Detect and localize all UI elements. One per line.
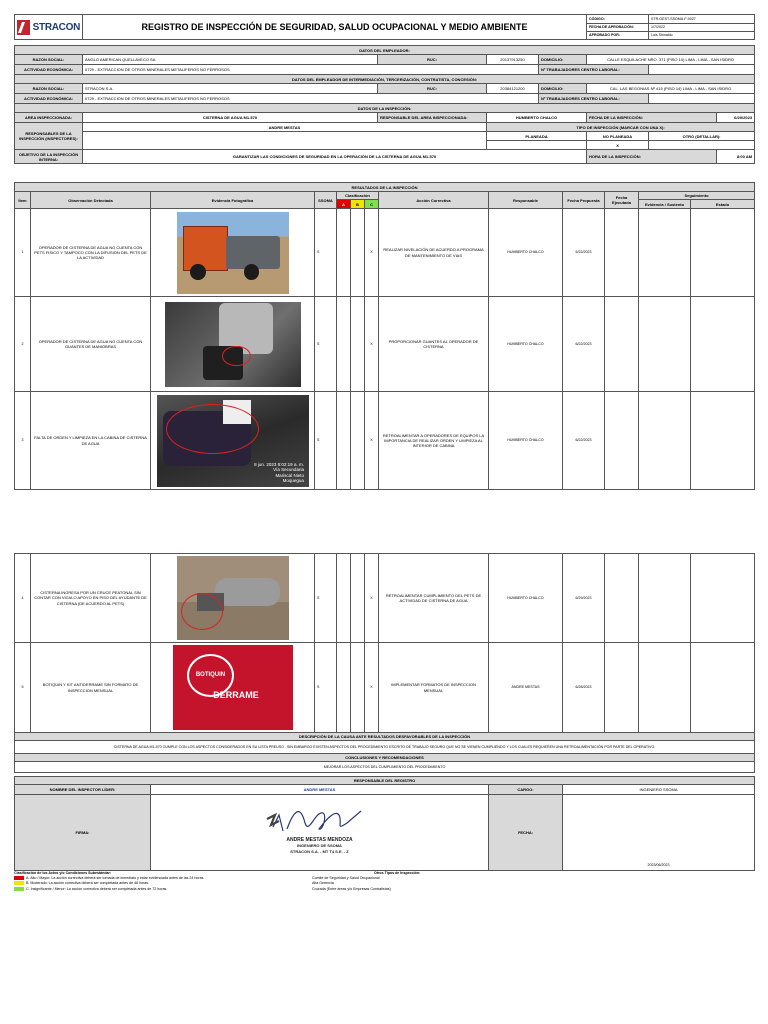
contractor-razon-value: STRACON S.A. <box>83 84 378 94</box>
row-clasificacion-mark: X <box>365 392 379 490</box>
cargo-value: INGENIERO SSOMA <box>563 785 755 795</box>
clasif-a-header: A <box>337 200 351 209</box>
row-fecha-propuesta: 6/22/2023 <box>563 297 605 392</box>
row-evidencia <box>151 209 315 297</box>
domicilio-label: DOMICILIO: <box>539 55 587 65</box>
causa-value: CISTERNA DE AGUA M1-570 CUMPLE CON LOS ASPECTOS CONSIDERADOS EN SU LISTA PREUSO . SIN EMBARGO EXISTEN ASPECTOS DEL PROCEDIMIENTO ESCRITO DE TRABAJO SEGURO QUE NO SE VIENEN CUMPLIENDO Y LOS CUALES REQUIEREN UNA RETROALIMENTACIÓN POR PARTE DEL OPERATIVO. <box>15 741 755 754</box>
row-estado[interactable] <box>691 554 755 643</box>
row-clasificacion-mark: X <box>365 643 379 733</box>
fecha-inspeccion-label: FECHA DE LA INSPECCIÓN: <box>587 113 717 123</box>
row-evidencia-sustento[interactable] <box>639 297 691 392</box>
row-item: 1 <box>15 209 31 297</box>
inspector-lider-label: NOMBRE DEL INSPECTOR LÍDER: <box>15 785 151 795</box>
clasif-c-header: C <box>365 200 379 209</box>
evidence-photo: 8 jun. 2023 8:02:19 a. m. Vía Secundaria Mariscal Nieto Moquegua <box>157 395 309 487</box>
row-observacion: FALTA DE ORDEN Y LIMPIEZA EN LA CABINA DE CISTERNA DE AGUA <box>31 392 151 490</box>
cargo-label: CARGO: <box>489 785 563 795</box>
row-responsable: HUMBERTO CHALCO <box>489 392 563 490</box>
row-clasificacion-mark: X <box>365 209 379 297</box>
col-evidencia-sustento-header: Evidencia / Sustento <box>639 200 691 209</box>
col-clasificacion-header: Clasificación <box>337 192 379 200</box>
trabajadores-value <box>649 65 755 75</box>
aprobado-value: Luis Shinaldo <box>649 32 755 40</box>
signature-scribble-icon <box>265 801 375 841</box>
row-evidencia <box>151 554 315 643</box>
results-section-header: RESULTADOS DE LA INSPECCIÓN <box>15 183 755 192</box>
row-ssoma: S <box>315 209 337 297</box>
row-evidencia-sustento[interactable] <box>639 209 691 297</box>
ruc-value: 20137913250 <box>487 55 539 65</box>
row-fecha-ejecutada[interactable] <box>605 554 639 643</box>
planeada-label: PLANEADA <box>487 132 587 141</box>
contractor-domicilio-value: CAL. LAS BEGONIAS Nº 415 (PISO 14) LIMA - LIMA - SAN ISIDRO <box>587 84 755 94</box>
objetivo-label: OBJETIVO DE LA INSPECCIÓN INTERNA: <box>15 150 83 164</box>
row-estado[interactable] <box>691 643 755 733</box>
row-observacion: OPERADOR DE CISTERNA DE AGUA NO CUENTA CON GUANTES DE MANIOBRAS <box>31 297 151 392</box>
row-evidencia-sustento[interactable] <box>639 643 691 733</box>
area-value: CISTERNA DE AGUA M1-570 <box>83 113 378 123</box>
row-fecha-propuesta: 6/22/2023 <box>563 392 605 490</box>
responsables-value: ANDRE MESTAS <box>83 123 487 132</box>
contractor-trabajadores-label: Nº TRABAJADORES CENTRO LABORAL: <box>539 94 649 104</box>
conclusiones-header: CONCLUSIONES Y RECOMENDACIONES <box>15 754 755 762</box>
row-fecha-propuesta: 6/22/2023 <box>563 209 605 297</box>
resp-area-label: RESPONSABLE DEL AREA INSPECCIONADA: <box>378 113 487 123</box>
row-accion: REALIZAR NIVELACIÓN DE ACUERDO A PROGRAMA DE MANTENIMIENTO DE VIAS <box>379 209 489 297</box>
col-seguimiento-header: Seguimiento <box>639 192 755 200</box>
signature-stamp-role: INGENIERO DE SSOMA <box>297 842 342 848</box>
inspector-lider-value: ANDRE MESTAS <box>151 785 489 795</box>
contractor-section-header: DATOS DEL EMPLEADOR DE INTERMEDIACIÓN, TERCERIZACIÓN, CONTRATISTA, CONCESIÓN: <box>15 75 755 84</box>
legend <box>14 871 304 892</box>
ruc-label: RUC: <box>378 55 487 65</box>
row-fecha-propuesta: 6/28/2023 <box>563 643 605 733</box>
no-planeada-label: NO PLANEADA <box>587 132 649 141</box>
row-ssoma: S <box>315 297 337 392</box>
otros-tipo-item: Alta Gerencia <box>312 881 334 886</box>
col-ssoma-header: SSOMA <box>315 192 337 209</box>
legend-item: A. Alto / Mayor: La acción correctiva deberá ser tomada de inmediato y estar evidenciada antes de las 24 horas. <box>14 876 304 881</box>
planeada-checkbox[interactable] <box>487 141 587 150</box>
row-ssoma: S <box>315 392 337 490</box>
row-item: 2 <box>15 297 31 392</box>
row-fecha-ejecutada[interactable] <box>605 209 639 297</box>
row-fecha-ejecutada[interactable] <box>605 643 639 733</box>
col-fecha-ejecutada-header: Fecha Ejecutada <box>605 192 639 209</box>
contractor-ruc-value: 20384121200 <box>487 84 539 94</box>
legend-swatch <box>14 887 24 891</box>
row-responsable: HUMBERTO CHALCO <box>489 209 563 297</box>
firma-label: FIRMA: <box>15 795 151 871</box>
row-clasificacion-mark: X <box>365 297 379 392</box>
table-row <box>15 209 755 297</box>
row-fecha-propuesta: 6/29/2023 <box>563 554 605 643</box>
tipo-inspeccion-label: TIPO DE INSPECCIÓN (MARCAR CON UNA X): <box>487 123 755 132</box>
fecha-aprobacion-label: FECHA DE APROBACIÓN: <box>587 24 649 32</box>
otros-tipo-item: Cruzada (Entre áreas y/o Empresas Contratistas) <box>312 886 391 891</box>
row-fecha-ejecutada[interactable] <box>605 392 639 490</box>
row-observacion: CISTERNA INGRESA POR UN CRUCE PEATONAL SIN CONTAR CON VIGIA O APOYO EN PISO DEL AYUDANTE DE CISTERNA (DE ACUERDO AL PETS) <box>31 554 151 643</box>
row-evidencia <box>151 392 315 490</box>
codigo-value: STR-GEST-SSOMA-F-0027 <box>649 15 755 24</box>
row-accion: RETROALIMENTAR CUMPLIMIENTO DEL PETS DE ACTIVIDAD DE CISTERNA DE AGUA <box>379 554 489 643</box>
table-row <box>15 392 755 490</box>
row-observacion: OPERADOR DE CISTERNA DE AGUA NO CUENTA CON PETS FISICO Y TAMPOCO CON LA DIFUSION DEL PETS DE LA ACTIVIDAD <box>31 209 151 297</box>
legend-title: Clasificación de los Actos y/o Condiciones Subestándar: <box>14 871 112 875</box>
row-estado[interactable] <box>691 392 755 490</box>
contractor-razon-label: RAZON SOCIAL: <box>15 84 83 94</box>
conclusiones-value: MEJORAR LOS ASPECTOS DEL CUMPLIMIENTO DEL PROCEDIMIENTO <box>15 762 755 773</box>
row-estado[interactable] <box>691 209 755 297</box>
row-evidencia <box>151 297 315 392</box>
row-observacion: BOTIQUIN Y KIT ANTIDERRAME SIN FORMATO DE INSPECCION MENSUAL <box>31 643 151 733</box>
domicilio-value: CALLE ESQUILACHE NRO. 371 (PISO 10) LIMA - LIMA - SAN ISIDRO <box>587 55 755 65</box>
col-fecha-propuesta-header: Fecha Propuesta <box>563 192 605 209</box>
col-evidencia-header: Evidencia Fotográfica <box>151 192 315 209</box>
otros-tipos <box>312 871 512 892</box>
razon-social-label: RAZON SOCIAL: <box>15 55 83 65</box>
trabajadores-label: Nº TRABAJADORES CENTRO LABORAL: <box>539 65 649 75</box>
row-ssoma: S <box>315 643 337 733</box>
responsables-label: RESPONSABLES DE LA INSPECCIÓN (INSPECTORES): <box>15 123 83 150</box>
aprobado-label: APROBADO POR: <box>587 32 649 40</box>
row-accion: IMPLEMENTAR FORMATOS DE INSPECCION MENSUAL <box>379 643 489 733</box>
fecha-firma-label: FECHA: <box>489 795 563 871</box>
evidence-photo <box>177 556 289 640</box>
contractor-actividad-value: 0729 - EXTRACCION DE OTROS MINERALES METALIFEROS NO FERROSOS <box>83 94 539 104</box>
row-evidencia-sustento[interactable] <box>639 554 691 643</box>
contractor-domicilio-label: DOMICILIO: <box>539 84 587 94</box>
row-responsable: HUMBERTO CHALCO <box>489 554 563 643</box>
row-accion: PROPORCIONAR GUANTES AL OPERADOR DE CISTERNA <box>379 297 489 392</box>
results-table-continued <box>14 553 755 871</box>
fecha-inspeccion-value: 6/20/2023 <box>717 113 755 123</box>
table-row <box>15 297 755 392</box>
row-responsable: ANDRE MESTAS <box>489 643 563 733</box>
contractor-actividad-label: ACTIVIDAD ECONÓMICA: <box>15 94 83 104</box>
legend-swatch <box>14 876 24 880</box>
col-observacion-header: Observación Detectada <box>31 192 151 209</box>
results-table <box>14 182 755 490</box>
causa-header: DESCRIPCIÓN DE LA CAUSA ANTE RESULTADOS DESFAVORABLES DE LA INSPECCIÓN <box>15 733 755 741</box>
inspection-section-header: DATOS DE LA INSPECCIÓN: <box>15 104 755 113</box>
actividad-value: 0729 - EXTRACCION DE OTROS MINERALES METALIFEROS NO FERROSOS <box>83 65 539 75</box>
row-responsable: HUMBERTO CHALCO <box>489 297 563 392</box>
row-estado[interactable] <box>691 297 755 392</box>
form-title: REGISTRO DE INSPECCIÓN DE SEGURIDAD, SALUD OCUPACIONAL Y MEDIO AMBIENTE <box>83 15 587 40</box>
razon-social-value: ANGLO AMERICAN QUELLAVECO SA <box>83 55 378 65</box>
no-planeada-checkbox[interactable]: X <box>587 141 649 150</box>
evidence-photo: BOTIQUIN DERRAME <box>173 645 293 730</box>
otro-field[interactable] <box>649 141 755 150</box>
fecha-firma-value: 2023/06/2023 <box>563 795 755 871</box>
otro-label: OTRO (DETALLAR): <box>649 132 755 141</box>
inspection-form-top <box>14 14 755 168</box>
row-evidencia <box>151 643 315 733</box>
row-item: 4 <box>15 554 31 643</box>
area-label: AREA INSPECCIONADA: <box>15 113 83 123</box>
col-responsable-header: Responsable <box>489 192 563 209</box>
table-row <box>15 554 755 643</box>
col-estado-header: Estado <box>691 200 755 209</box>
row-fecha-ejecutada[interactable] <box>605 297 639 392</box>
codigo-label: CÓDIGO: <box>587 15 649 24</box>
row-accion: RETROALIMENTAR A OPERADORES DE EQUIPOS LA IMPORTANCIA DE REALIZAR ORDEN Y LIMPIEZA AL INTERIOR DE CABINA <box>379 392 489 490</box>
otros-tipos-title: Otros Tipos de Inspección: <box>374 871 421 875</box>
col-accion-header: Acción Correctiva <box>379 192 489 209</box>
hora-label: HORA DE LA INSPECCIÓN: <box>587 150 717 164</box>
resp-area-value: HUMBERTO CHALCO <box>487 113 587 123</box>
legend-swatch <box>14 881 24 885</box>
evidence-photo <box>177 212 289 294</box>
employer-section-header: DATOS DEL EMPLEADOR: <box>15 46 755 55</box>
contractor-ruc-label: RUC: <box>378 84 487 94</box>
signature-stamp-name: ANDRE MESTAS MENDOZA <box>286 836 353 843</box>
legend-item: C. Insignificante / Menor: La acción correctiva deberá ser completada antes de 72 horas. <box>14 887 304 892</box>
row-ssoma: S <box>315 554 337 643</box>
evidence-photo <box>165 302 301 387</box>
legend-item: B. Moderado: La acción correctiva deberá ser completada antes de 48 horas. <box>14 881 304 886</box>
actividad-label: ACTIVIDAD ECONÓMICA: <box>15 65 83 75</box>
col-item-header: Ítem <box>15 192 31 209</box>
stracon-logo-icon <box>17 20 30 35</box>
signature-stamp-company: STRACON S.A. - MT T4 S.E. - Z <box>290 848 349 854</box>
hora-value: 8:00 AM <box>717 150 755 164</box>
row-evidencia-sustento[interactable] <box>639 392 691 490</box>
signature-area <box>151 795 489 871</box>
row-item: 5 <box>15 643 31 733</box>
company-logo: STRACON <box>15 15 83 40</box>
row-item: 3 <box>15 392 31 490</box>
contractor-trabajadores-value <box>649 94 755 104</box>
fecha-aprobacion-value: 1/7/2022 <box>649 24 755 32</box>
row-clasificacion-mark: X <box>365 554 379 643</box>
responsable-registro-header: RESPONSABLE DEL REGISTRO <box>15 777 755 785</box>
otros-tipo-item: Comité de Seguridad y Salud Ocupacional <box>312 876 380 881</box>
table-row <box>15 643 755 733</box>
objetivo-value: GARANTIZAR LAS CONDICIONES DE SEGURIDAD EN LA OPERACIÓN DE LA CISTERNA DE AGUA M1-570 <box>83 150 587 164</box>
clasif-b-header: B <box>351 200 365 209</box>
